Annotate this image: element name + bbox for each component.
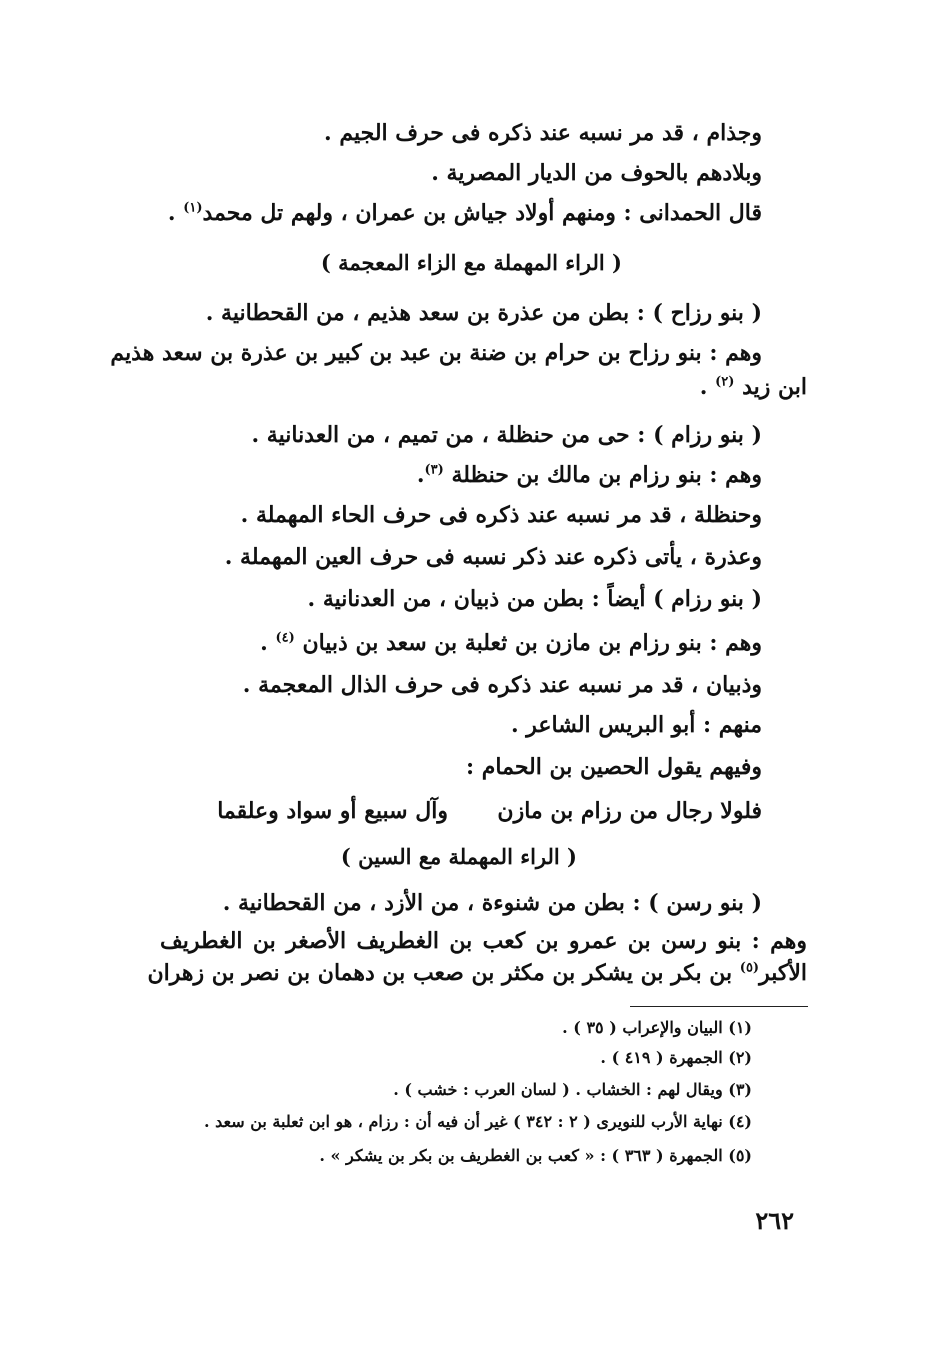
footnote-mark: (٤) [275, 630, 295, 646]
footnote-mark: (٢) [715, 374, 735, 390]
text-line: وهم : بنو رسن بن عمرو بن كعب بن الغطريف الأصغر بن الغطريف [160, 928, 807, 954]
footnote-mark: (١) [183, 200, 203, 216]
section-heading: ( الراء المهملة مع السين ) [340, 844, 577, 869]
text-line: وعذرة ، يأتى ذكره عند ذكر نسبه فى حرف العين المهملة . [224, 544, 762, 570]
text-line: وجذام ، قد مر نسبه عند ذكره فى حرف الجيم . [324, 120, 762, 146]
footnote: (١) البيان والإعراب ( ٣٥ ) . [562, 1018, 752, 1037]
footnote: (٣) ويقال لهم : الخشاب . ( لسان العرب : خشب ) . [393, 1080, 752, 1099]
text-line: الأكبر$^{(٥)}$ بن بكر بن يشكر بن مكثر بن صعب بن دهمان بن نصر بن زهران [147, 960, 807, 986]
text-line: وذبيان ، قد مر نسبه عند ذكره فى حرف الذال المعجمة . [242, 672, 762, 698]
text-line: وهم : بنو رزاح بن حرام بن ضنة بن عبد بن كبير بن عذرة بن سعد هذيم [110, 340, 762, 366]
footnote: (٥) الجمهرة ( ٣٦٣ ) : « كعب بن الغطريف بن بكر بن يشكر » . [319, 1146, 752, 1165]
footnote: (٢) الجمهرة ( ٤١٩ ) . [600, 1048, 752, 1067]
section-heading: ( الراء المهملة مع الزاء المعجمة ) [320, 250, 622, 275]
text-line: ( بنو رزام ) : حى من حنظلة ، من تميم ، من العدنانية . [251, 422, 762, 448]
text-line: وحنظلة ، قد مر نسبه عند ذكره فى حرف الحاء المهملة . [240, 502, 762, 528]
text-line: ( بنو رسن ) : بطن من شنوءة ، من الأزد ، من القحطانية . [222, 890, 762, 916]
poem-hemistich-right: فلولا رجال من رزام بن مازن [497, 798, 762, 824]
text-line: ابن زيد $^{(٢)}$ . [699, 374, 807, 400]
poem-hemistich-left: وآل سبيع أو سواد وعلقما [217, 798, 448, 824]
footnote-divider [630, 1006, 808, 1007]
text-line: ( بنو رزاح ) : بطن من عذرة بن سعد هذيم ، من القحطانية . [205, 300, 762, 326]
footnote-mark: (٣) [424, 462, 444, 478]
text-line: منهم : أبو البريس الشاعر . [510, 712, 762, 738]
text-line: وهم : بنو رزام بن مالك بن حنظلة $^{(٣)}$. [416, 462, 762, 488]
text-line: قال الحمدانى : ومنهم أولاد جياش بن عمران ، ولهم تل محمد$^{(١)}$ . [167, 200, 762, 226]
text-line: ( بنو رزام ) أيضاً : بطن من ذبيان ، من العدنانية . [307, 586, 762, 612]
text-line: وفيهم يقول الحصين بن الحمام : [466, 754, 762, 780]
footnote: (٤) نهاية الأرب للنويرى ( ٢ : ٣٤٢ ) غير أن فيه أن : رزام ، هو ابن ثعلبة بن سعد . [203, 1112, 752, 1131]
footnote-mark: (٥) [739, 960, 760, 976]
page-number: ٢٦٢ [755, 1206, 794, 1235]
text-line: وهم : بنو رزام بن مازن بن ثعلبة بن سعد بن ذبيان $^{(٤)}$ . [260, 630, 762, 656]
text-line: وبلادهم بالحوف من الديار المصرية . [431, 160, 762, 186]
